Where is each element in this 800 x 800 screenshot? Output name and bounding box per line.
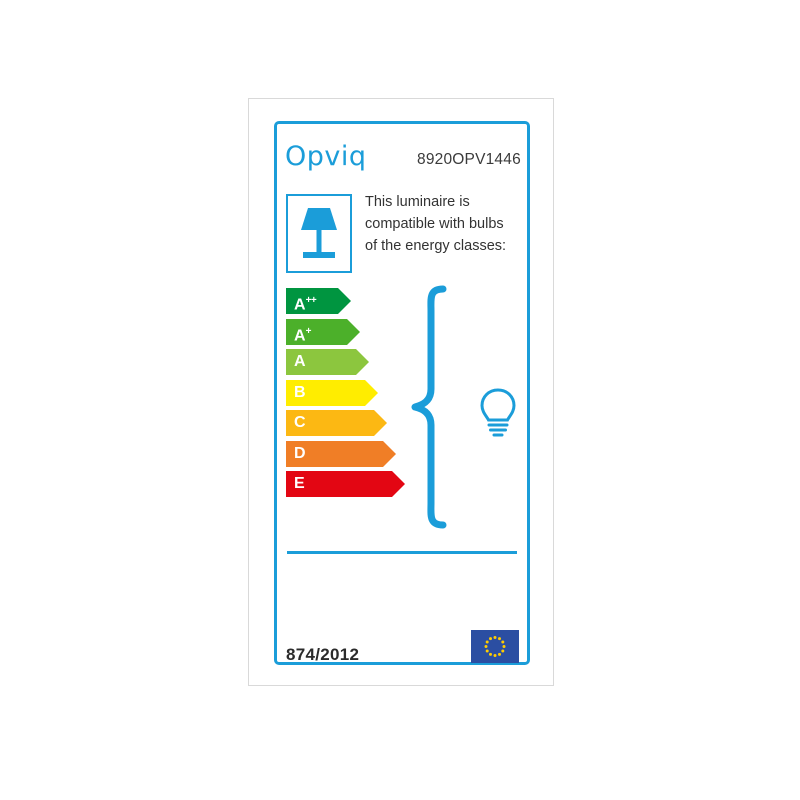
curly-brace-icon bbox=[407, 285, 457, 534]
energy-class-row bbox=[286, 319, 396, 345]
regulation-number: 874/2012 bbox=[286, 645, 360, 664]
class-label: E bbox=[294, 475, 305, 492]
light-bulb-icon bbox=[477, 387, 519, 444]
class-label: B bbox=[294, 383, 306, 401]
energy-class-row bbox=[286, 471, 396, 497]
energy-label-card bbox=[248, 98, 554, 686]
energy-class-row bbox=[286, 288, 396, 314]
class-label: A bbox=[294, 353, 306, 370]
compatibility-text: This luminaire is compatible with bulbs of the energy classes: bbox=[365, 194, 507, 254]
class-label: D bbox=[294, 444, 306, 462]
energy-class-row bbox=[286, 410, 396, 436]
energy-class-row bbox=[286, 380, 396, 406]
energy-class-row bbox=[286, 349, 396, 375]
brand-wordmark: Opviq bbox=[285, 141, 367, 172]
class-label: C bbox=[294, 414, 306, 431]
energy-class-row bbox=[286, 441, 396, 467]
class-label: A+ bbox=[294, 325, 311, 344]
table-lamp-icon bbox=[286, 194, 352, 273]
eu-flag-icon bbox=[471, 630, 519, 663]
model-code: 8920OPV1446 bbox=[417, 151, 521, 168]
divider bbox=[287, 551, 517, 554]
class-label: A++ bbox=[294, 295, 317, 314]
energy-class-list bbox=[286, 288, 396, 502]
